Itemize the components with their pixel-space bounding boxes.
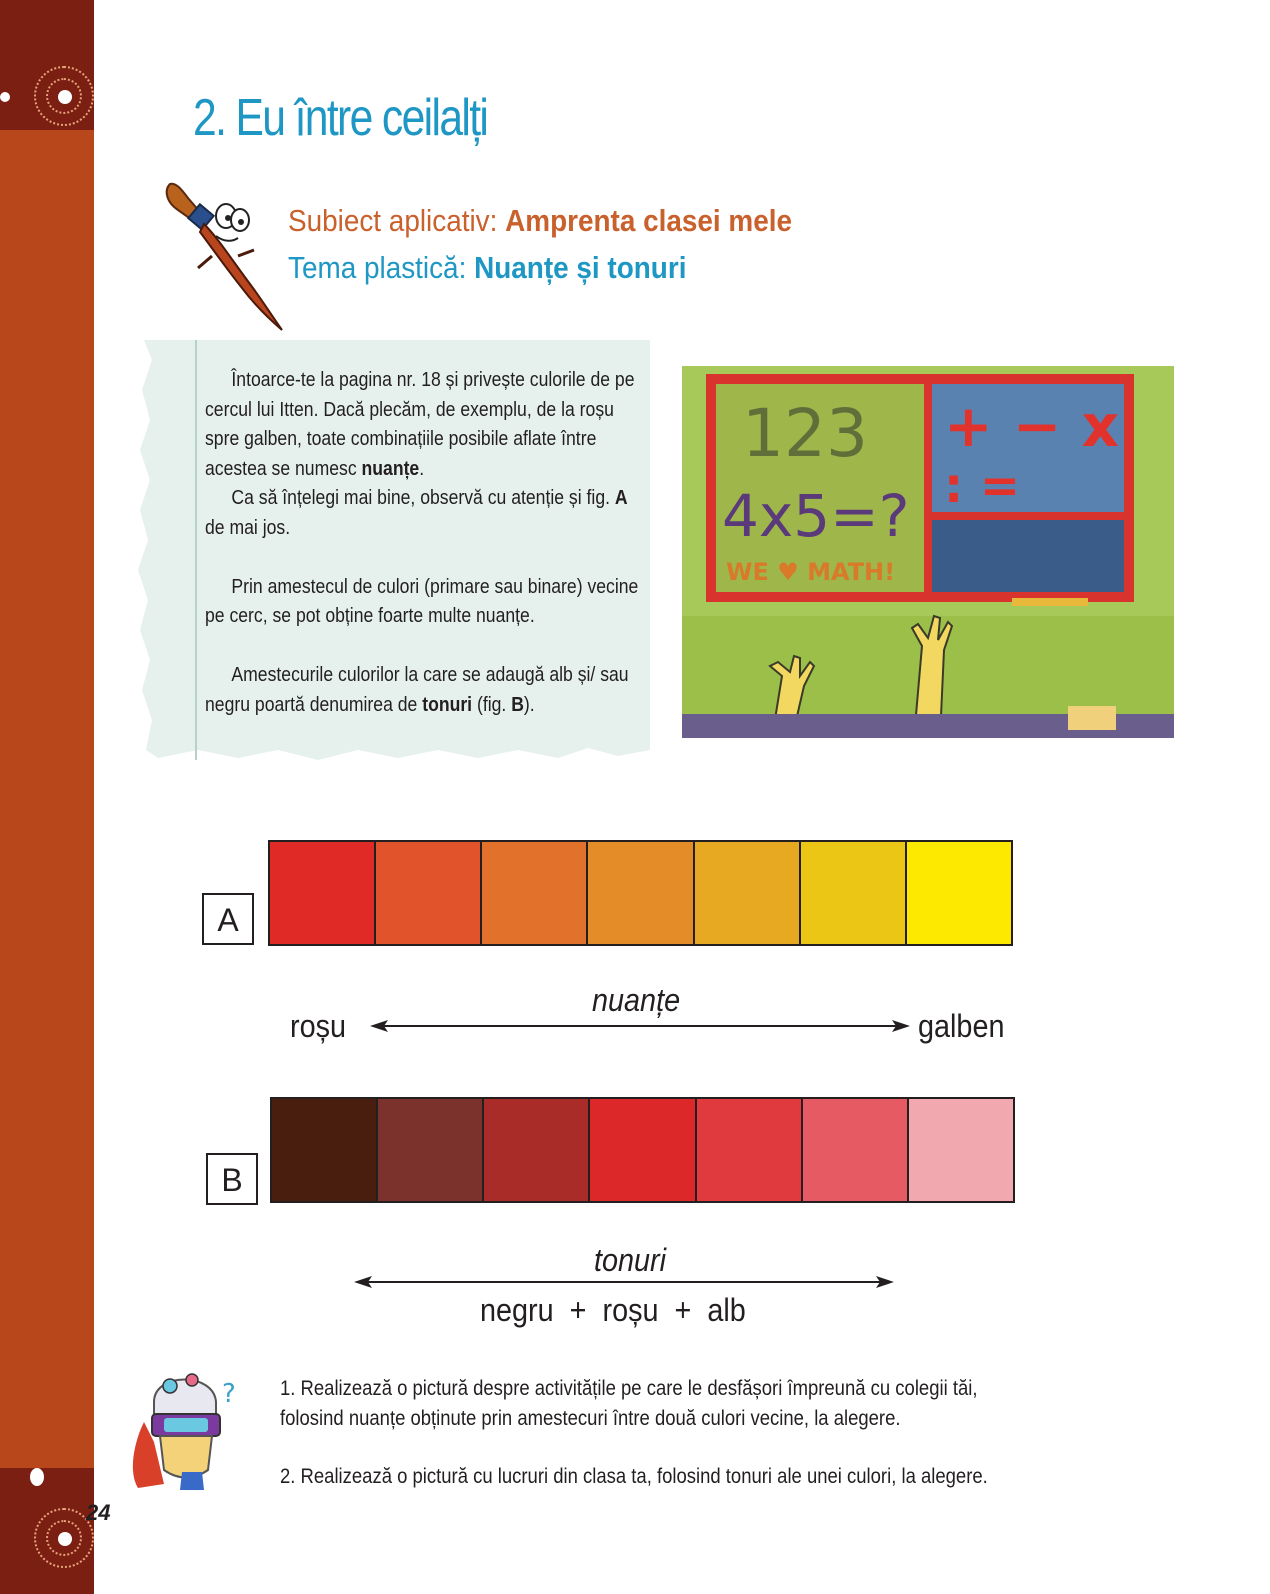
left-border-top-pattern	[0, 0, 94, 130]
figure-b-swatch-5	[697, 1099, 803, 1201]
figure-a-center-word: nuanțe	[592, 982, 681, 1018]
note-paragraph-2: Ca să înțelegi mai bine, observă cu atenție și fig. A de mai jos.	[205, 487, 628, 539]
theme-line	[288, 250, 686, 286]
figure-b-swatch-2	[378, 1099, 484, 1201]
note-paragraph-1: Întoarce-te la pagina nr. 18 și privește culorile de pe cercul lui Itten. Dacă plecăm, de exemplu, de la roșu spre galben, toate combinațiile posibile aflate între acestea se numesc nuanțe.	[205, 369, 635, 480]
note-text	[205, 366, 645, 720]
task-2: 2. Realizează o pictură cu lucruri din clasa ta, folosind tonuri ale unei culori, la alegere.	[280, 1465, 988, 1488]
figure-b-color-strip	[270, 1097, 1015, 1203]
paintbrush-mascot-icon	[158, 176, 293, 334]
board-operations: + − x	[944, 392, 1119, 460]
figure-a-swatch-5	[695, 842, 801, 944]
robot-mascot-icon	[124, 1352, 248, 1490]
figure-b-swatch-6	[803, 1099, 909, 1201]
task-list	[280, 1374, 1046, 1492]
figure-a-swatch-6	[801, 842, 907, 944]
figure-a-label: A	[202, 893, 254, 945]
figure-b-swatch-4	[590, 1099, 696, 1201]
figure-a-swatch-7	[907, 842, 1011, 944]
subject-value: Amprenta clasei mele	[505, 203, 792, 238]
note-paragraph-3: Prin amestecul de culori (primare sau binare) vecine pe cerc, se pot obține foarte multe nuanțe.	[205, 575, 639, 627]
figure-a-swatch-1	[270, 842, 376, 944]
board-equation: 4x5=?	[722, 482, 910, 550]
figure-a-swatch-4	[588, 842, 694, 944]
board-numbers: 123	[742, 395, 868, 472]
figure-b-swatch-7	[909, 1099, 1013, 1201]
classroom-painting	[682, 366, 1174, 738]
left-border	[0, 0, 94, 1594]
figure-a-color-strip	[268, 840, 1013, 946]
left-border-bottom-pattern	[0, 1468, 94, 1594]
board-slogan: WE ♥ MATH!	[726, 558, 896, 586]
subject-label: Subiect aplicativ:	[288, 203, 506, 238]
figure-b-center-word: tonuri	[594, 1242, 667, 1278]
figure-a-arrow-icon	[370, 1016, 910, 1036]
figure-a-left-word: roșu	[290, 1008, 347, 1044]
note-margin-line	[195, 340, 197, 760]
theme-value: Nuanțe și tonuri	[474, 250, 687, 285]
note-paragraph-4: Amestecurile culorilor la care se adaugă alb și/ sau negru poartă denumirea de tonuri (fig. B).	[205, 664, 629, 716]
figure-b-arrow-icon	[354, 1272, 894, 1292]
page-number: 24	[86, 1500, 111, 1525]
board-equals: : =	[944, 458, 1021, 514]
figure-b-swatch-1	[272, 1099, 378, 1201]
theme-label: Tema plastică:	[288, 250, 475, 285]
figure-a-swatch-3	[482, 842, 588, 944]
figure-a-swatch-2	[376, 842, 482, 944]
figure-b-swatch-3	[484, 1099, 590, 1201]
task-1: 1. Realizează o pictură despre activitățile pe care le desfășori împreună cu colegii tăi, folosind nuanțe obținute prin amestecuri între două culori vecine, la alegere.	[280, 1377, 978, 1430]
figure-a-right-word: galben	[918, 1008, 1005, 1044]
page-title: 2. Eu între ceilalți	[193, 89, 488, 147]
svg-text:?: ?	[222, 1379, 236, 1409]
subject-line	[288, 203, 792, 239]
figure-b-formula: negru + roșu + alb	[480, 1292, 746, 1328]
figure-b-label: B	[206, 1153, 258, 1205]
